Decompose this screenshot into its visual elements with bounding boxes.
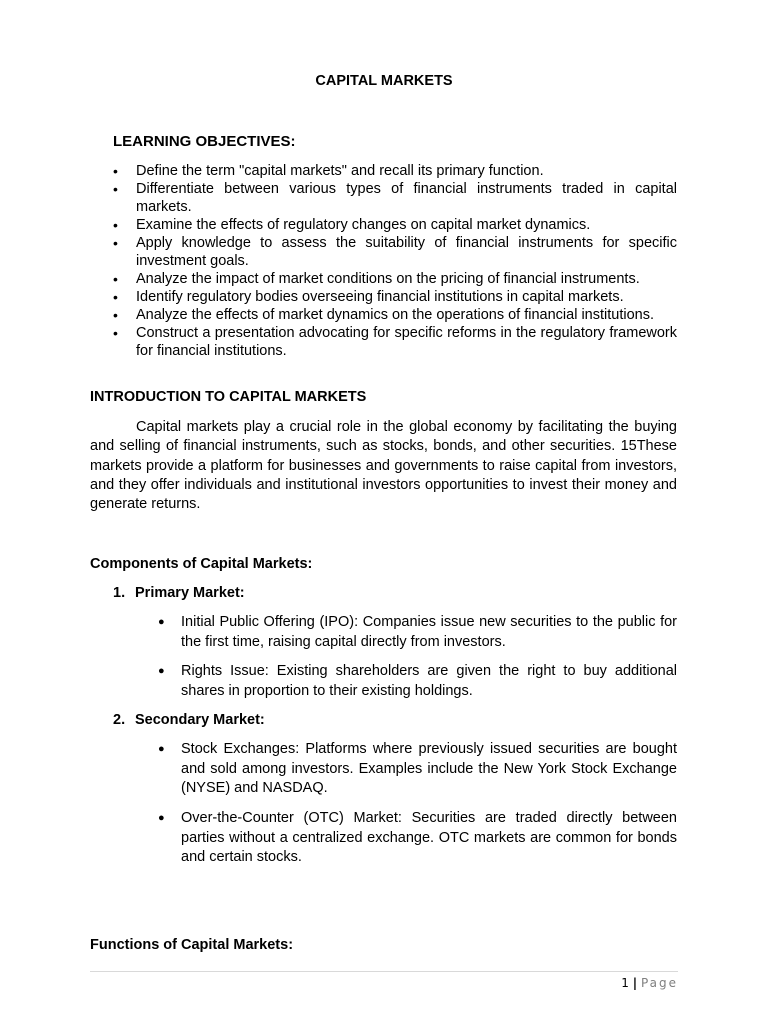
- list-item: [113, 306, 677, 324]
- list-item-text: Construct a presentation advocating for specific reforms in the regulatory framework for financial institutions.: [136, 325, 677, 359]
- bullet-icon: •: [113, 235, 118, 251]
- bullet-icon: •: [113, 181, 118, 197]
- primary-market-label: Primary Market:: [135, 585, 245, 601]
- page-number: 1: [621, 976, 629, 990]
- list-item-text: Analyze the effects of market dynamics on the operations of financial institutions.: [136, 307, 654, 323]
- list-item-text: Identify regulatory bodies overseeing financial institutions in capital markets.: [136, 289, 624, 305]
- list-item: [158, 740, 677, 799]
- document-title: CAPITAL MARKETS: [315, 73, 453, 89]
- bullet-icon: •: [113, 307, 118, 323]
- list-item: [158, 613, 677, 652]
- bullet-icon: ●: [158, 616, 165, 628]
- introduction-paragraph: Capital markets play a crucial role in the global economy by facilitating the buying and selling of financial instruments, such as stocks, bonds, and other securities. 15These markets provide a platform for businesses and governments to raise capital from investors, and they offer individuals and institutional investors opportunities to invest their money and generate returns.: [90, 419, 677, 513]
- list-item-text: Examine the effects of regulatory changes on capital market dynamics.: [136, 217, 591, 233]
- footer-separator: |: [632, 976, 638, 990]
- list-item: [113, 324, 677, 360]
- functions-heading: Functions of Capital Markets:: [90, 937, 294, 953]
- bullet-icon: •: [113, 217, 118, 233]
- bullet-icon: ●: [158, 812, 165, 824]
- list-item-text: Over-the-Counter (OTC) Market: Securities are traded directly between parties without a centralized exchange. OTC markets are common for bonds and certain stocks.: [181, 810, 677, 865]
- components-heading: Components of Capital Markets:: [90, 556, 313, 572]
- list-number: 2.: [113, 712, 126, 728]
- list-item-text: Analyze the impact of market conditions on the pricing of financial instruments.: [136, 271, 640, 287]
- learning-objectives-list: [113, 162, 677, 360]
- list-item-text: Define the term "capital markets" and recall its primary function.: [136, 163, 544, 179]
- list-item-text: Apply knowledge to assess the suitability of financial instruments for specific investment goals.: [136, 235, 677, 269]
- bullet-icon: •: [113, 271, 118, 287]
- list-item: [113, 288, 677, 306]
- list-item-text: Initial Public Offering (IPO): Companies issue new securities to the public for the first time, raising capital directly from investors.: [181, 614, 677, 650]
- list-item-text: Stock Exchanges: Platforms where previously issued securities are bought and sold among investors. Examples include the New York Stock Exchange (NYSE) and NASDAQ.: [181, 741, 677, 796]
- bullet-icon: ●: [158, 665, 165, 677]
- list-number: 1.: [113, 585, 126, 601]
- list-item: [158, 662, 677, 701]
- introduction-heading: INTRODUCTION TO CAPITAL MARKETS: [90, 389, 367, 405]
- primary-market-heading: [113, 584, 245, 602]
- learning-objectives-heading: LEARNING OBJECTIVES:: [113, 133, 296, 150]
- bullet-icon: •: [113, 325, 118, 341]
- page-label: Page: [640, 976, 678, 990]
- bullet-icon: •: [113, 163, 118, 179]
- list-item: [113, 162, 677, 180]
- secondary-market-label: Secondary Market:: [135, 712, 265, 728]
- secondary-market-heading: [113, 711, 265, 729]
- list-item: [113, 270, 677, 288]
- list-item-text: Rights Issue: Existing shareholders are given the right to buy additional shares in proportion to their existing holdings.: [181, 663, 677, 699]
- bullet-icon: ●: [158, 743, 165, 755]
- list-item: [113, 234, 677, 270]
- page-footer: [560, 974, 678, 992]
- list-item: [113, 216, 677, 234]
- bullet-icon: •: [113, 289, 118, 305]
- list-item-text: Differentiate between various types of financial instruments traded in capital markets.: [136, 181, 677, 215]
- list-item: [113, 180, 677, 216]
- footer-divider: [90, 971, 678, 972]
- list-item: [158, 809, 677, 868]
